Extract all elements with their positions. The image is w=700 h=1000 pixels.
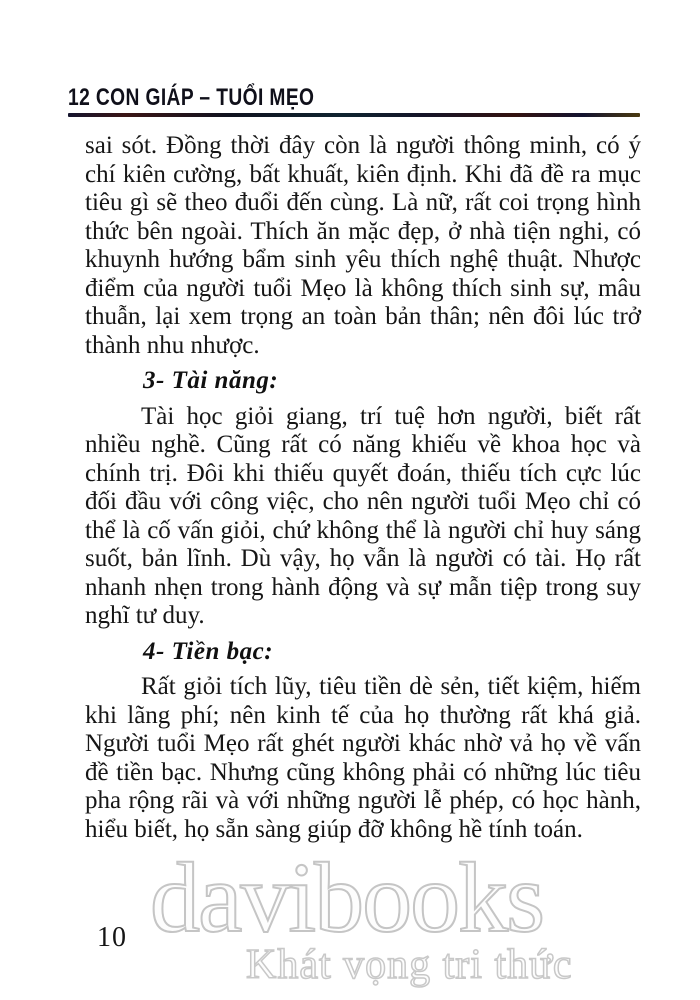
paragraph-continuation: sai sót. Đồng thời đây còn là người thông minh, có ý chí kiên cường, bất khuất, kiên định. Khi đã đề ra mục tiêu gì sẽ theo đuổi đến cùng. Là nữ, rất coi trọng hình thức bên ngoài. Thích ăn mặc đẹp, ở nhà tiện nghi, có khuynh hướng bẩm sinh yêu thích nghệ thuật. Nhược điểm của người tuổi Mẹo là không thích sinh sự, mâu thuẫn, lại xem trọng an toàn bản thân; nên đôi lúc trở thành nhu nhược.: [85, 132, 641, 359]
page-header: [68, 84, 640, 117]
section-heading-tien-bac: 4- Tiền bạc:: [143, 637, 274, 665]
watermark-brand: davibooks: [150, 842, 544, 953]
chapter-title: 12 CON GIÁP – TUỔI MẸO: [68, 84, 315, 111]
paragraph-tai-nang: Tài học giỏi giang, trí tuệ hơn người, biết rất nhiều nghề. Cũng rất có năng khiếu về khoa học và chính trị. Đôi khi thiếu quyết đoán, thiếu tích cực lúc đối đầu với công việc, cho nên người tuổi Mẹo chỉ có thể là cố vấn giỏi, chứ không thể là người chỉ huy sáng suốt, bản lĩnh. Dù vậy, họ vẫn là người có tài. Họ rất nhanh nhẹn trong hành động và sự mẫn tiệp trong suy nghĩ tư duy.: [85, 402, 641, 629]
body-text-column: [85, 132, 641, 844]
paragraph-tien-bac: Rất giỏi tích lũy, tiêu tiền dè sẻn, tiết kiệm, hiếm khi lãng phí; nên kinh tế của họ thường rất khá giả. Người tuổi Mẹo rất ghét người khác nhờ vả họ về vấn đề tiền bạc. Nhưng cũng không phải có những lúc tiêu pha rộng rãi và với những người lễ phép, có học hành, hiểu biết, họ sẵn sàng giúp đỡ không hề tính toán.: [85, 673, 641, 843]
section-heading-tai-nang: 3- Tài năng:: [143, 367, 279, 394]
watermark-tagline: Khát vọng tri thức: [246, 942, 573, 988]
header-rule: [68, 113, 640, 117]
page-number: 10: [97, 922, 127, 953]
